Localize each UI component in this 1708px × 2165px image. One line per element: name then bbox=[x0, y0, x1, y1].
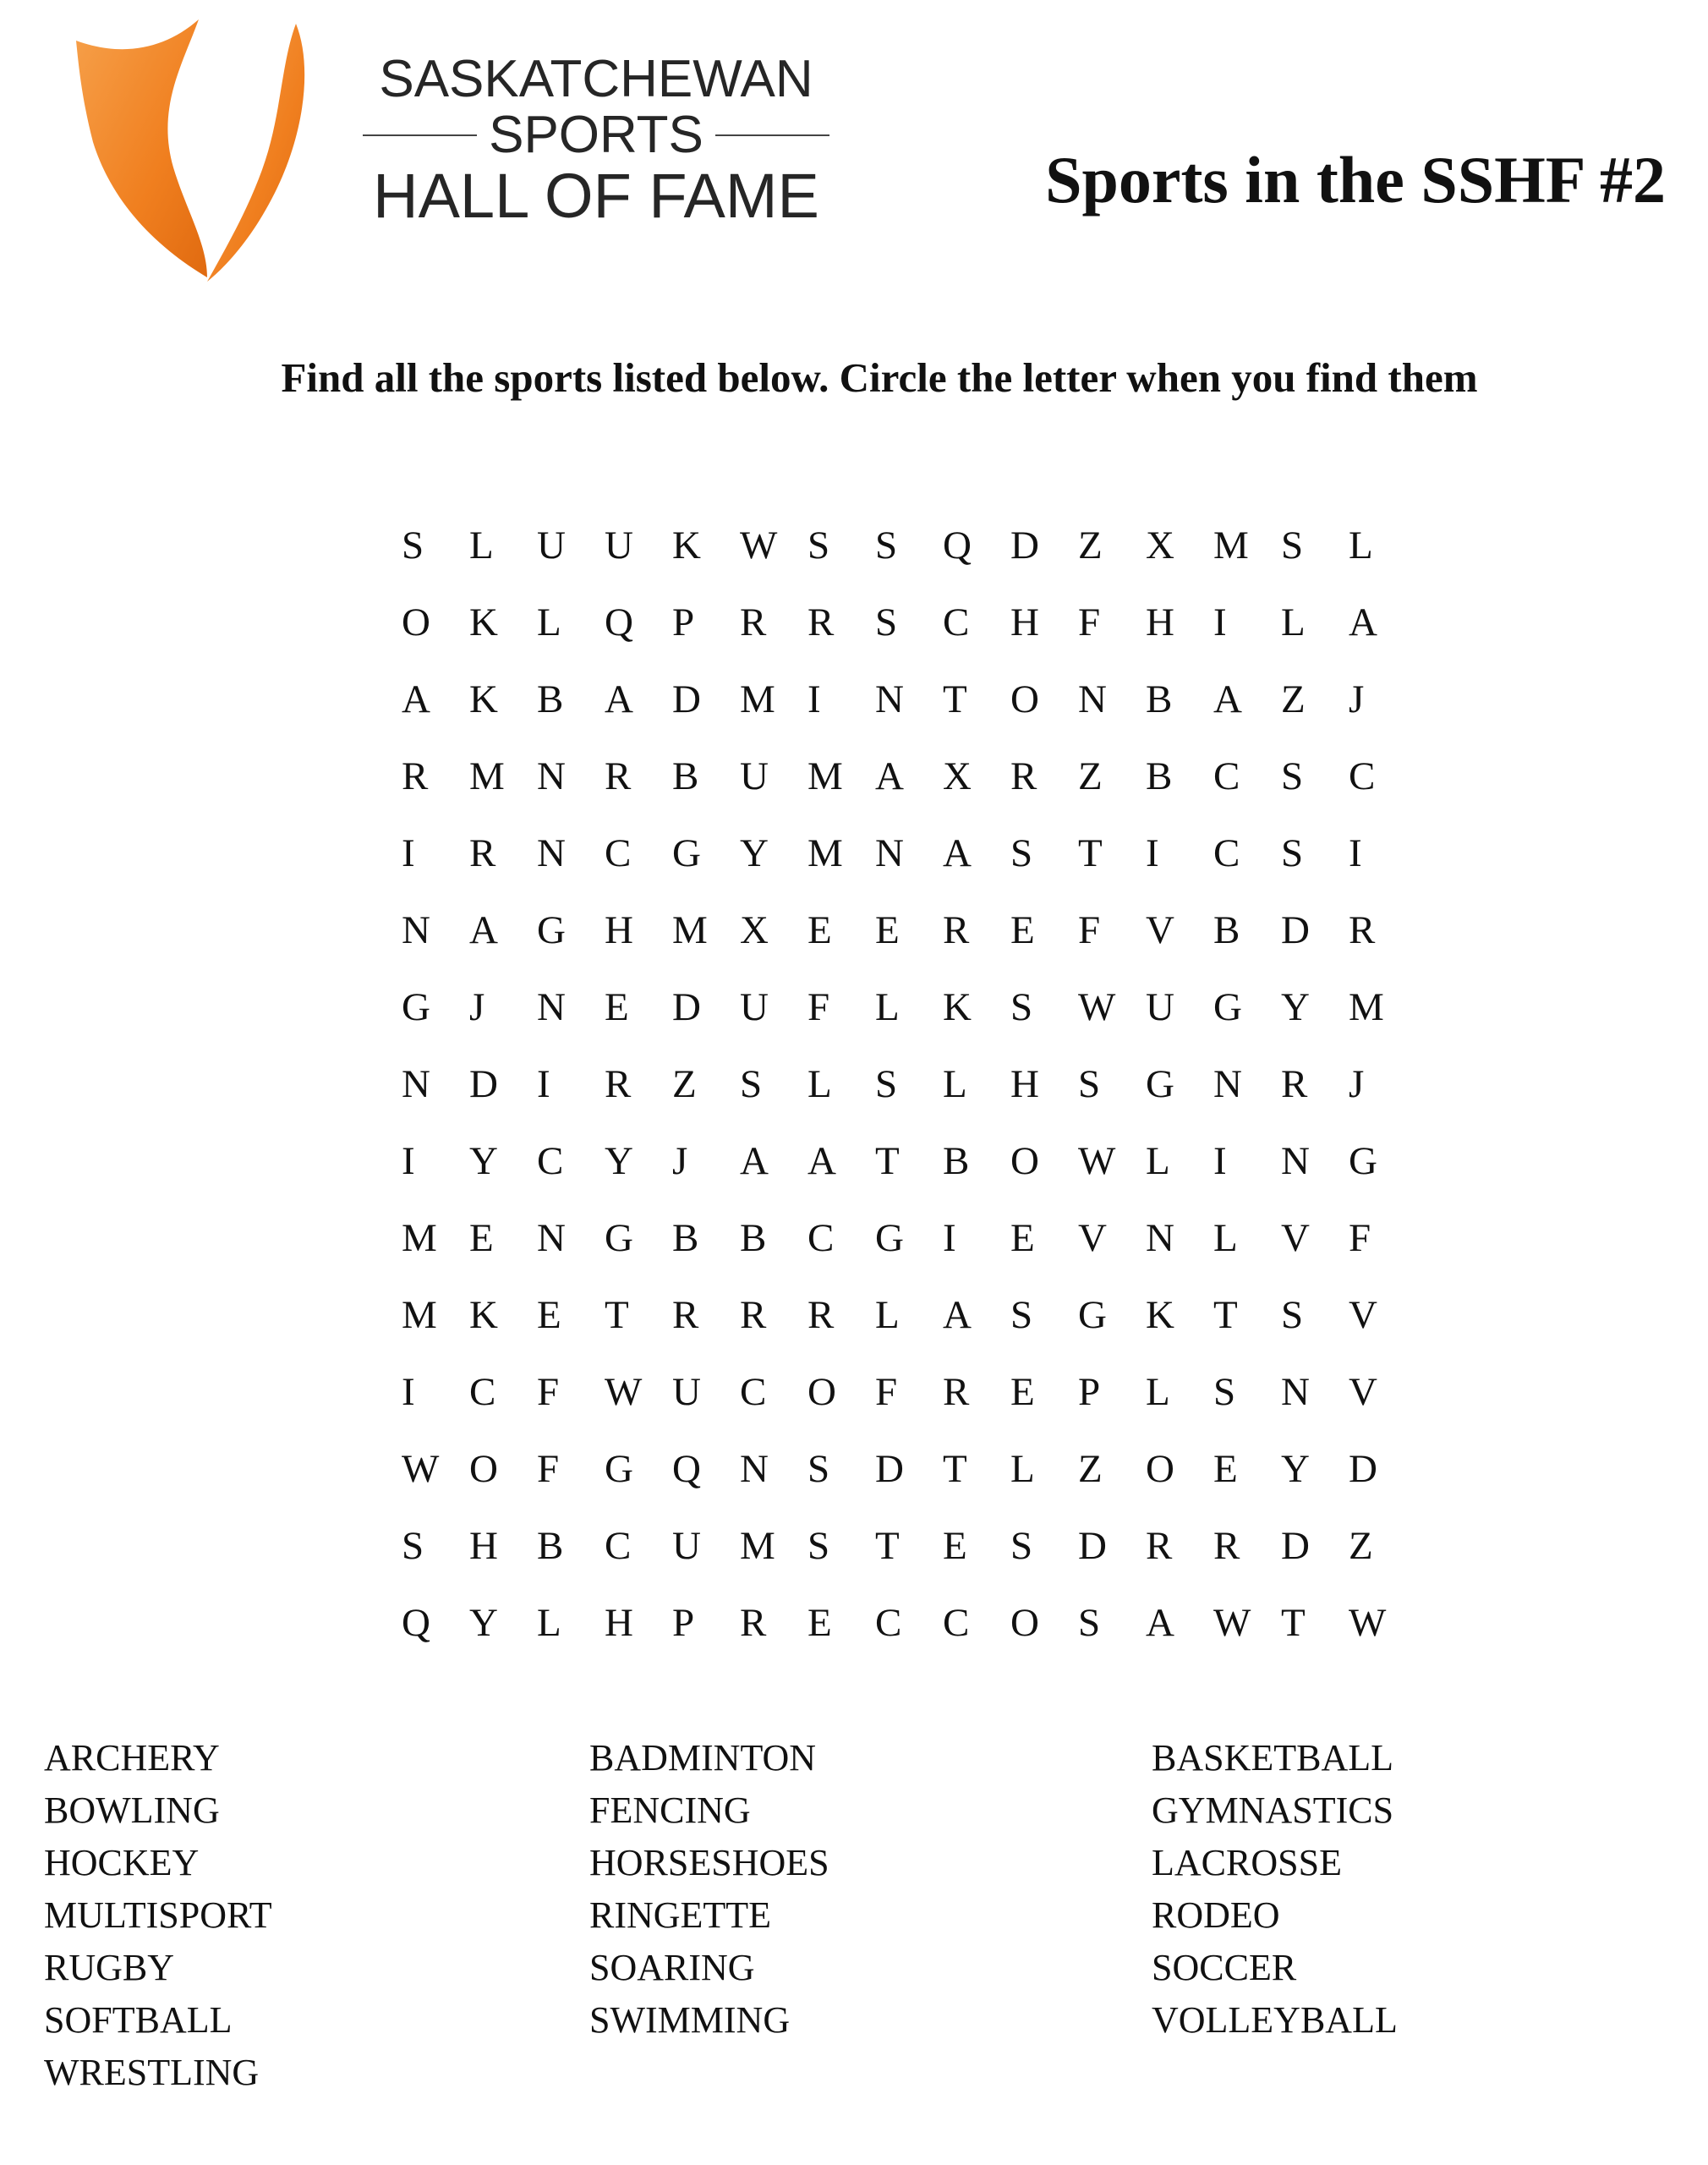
grid-letter[interactable]: S bbox=[807, 523, 830, 567]
grid-letter[interactable]: D bbox=[1010, 523, 1039, 567]
grid-row bbox=[380, 1369, 1395, 1446]
grid-letter[interactable]: R bbox=[1213, 1524, 1240, 1568]
grid-letter[interactable]: W bbox=[605, 1370, 643, 1414]
grid-letter[interactable]: V bbox=[1078, 1216, 1107, 1260]
word-search-grid bbox=[380, 523, 1395, 1677]
grid-letter[interactable]: R bbox=[402, 754, 429, 798]
grid-letter[interactable]: Y bbox=[469, 1601, 498, 1645]
word-list-item: BOWLING bbox=[44, 1790, 220, 1831]
grid-letter[interactable]: L bbox=[537, 600, 561, 644]
grid-letter[interactable]: S bbox=[402, 1524, 424, 1568]
grid-letter[interactable]: R bbox=[672, 1293, 699, 1337]
grid-letter[interactable]: J bbox=[469, 985, 485, 1029]
grid-letter[interactable]: E bbox=[1010, 1370, 1035, 1414]
word-list-item: SOCCER bbox=[1152, 1947, 1297, 1988]
grid-letter[interactable]: T bbox=[943, 677, 967, 721]
grid-letter[interactable]: I bbox=[1349, 831, 1362, 875]
logo-line-hall-of-fame: HALL OF FAME bbox=[373, 161, 819, 231]
logo-text bbox=[351, 51, 841, 230]
grid-letter[interactable]: O bbox=[1010, 1601, 1039, 1645]
grid-letter[interactable]: J bbox=[1349, 677, 1365, 721]
grid-letter[interactable]: C bbox=[1349, 754, 1376, 798]
grid-letter[interactable]: M bbox=[740, 1524, 775, 1568]
grid-letter[interactable]: S bbox=[875, 600, 898, 644]
word-list-item: SWIMMING bbox=[589, 1999, 791, 2041]
word-list-item: ARCHERY bbox=[44, 1737, 220, 1779]
grid-letter[interactable]: B bbox=[537, 677, 564, 721]
grid-letter[interactable]: H bbox=[1146, 600, 1174, 644]
word-list-item: WRESTLING bbox=[44, 2052, 260, 2093]
grid-letter[interactable]: S bbox=[1281, 754, 1304, 798]
grid-letter[interactable]: G bbox=[537, 908, 566, 952]
grid-letter[interactable]: S bbox=[807, 1447, 830, 1491]
grid-letter[interactable]: U bbox=[1146, 985, 1174, 1029]
logo-rule-left bbox=[363, 134, 477, 136]
grid-letter[interactable]: T bbox=[1281, 1601, 1306, 1645]
word-list-item: RODEO bbox=[1152, 1894, 1280, 1936]
grid-letter[interactable]: E bbox=[605, 985, 629, 1029]
grid-letter[interactable]: A bbox=[1213, 677, 1242, 721]
word-list-item: RINGETTE bbox=[589, 1894, 772, 1936]
grid-letter[interactable]: L bbox=[1213, 1216, 1238, 1260]
grid-letter[interactable]: S bbox=[1281, 1293, 1304, 1337]
grid-letter[interactable]: C bbox=[469, 1370, 496, 1414]
grid-letter[interactable]: I bbox=[807, 677, 821, 721]
grid-letter[interactable]: S bbox=[875, 1062, 898, 1106]
grid-letter[interactable]: S bbox=[1010, 1293, 1033, 1337]
word-list-item: BASKETBALL bbox=[1152, 1737, 1393, 1779]
grid-letter[interactable]: D bbox=[672, 985, 701, 1029]
word-list-item: RUGBY bbox=[44, 1947, 175, 1988]
grid-letter[interactable]: S bbox=[1010, 831, 1033, 875]
grid-letter[interactable]: W bbox=[1349, 1601, 1387, 1645]
grid-letter[interactable]: G bbox=[402, 985, 430, 1029]
grid-letter[interactable]: L bbox=[1281, 600, 1306, 644]
grid-letter[interactable]: Z bbox=[1078, 754, 1103, 798]
grid-letter[interactable]: R bbox=[1010, 754, 1037, 798]
grid-letter[interactable]: Z bbox=[672, 1062, 697, 1106]
grid-letter[interactable]: W bbox=[1078, 1139, 1116, 1183]
grid-letter[interactable]: C bbox=[605, 1524, 632, 1568]
grid-letter[interactable]: U bbox=[672, 1524, 701, 1568]
grid-letter[interactable]: Y bbox=[740, 831, 769, 875]
logo-line-saskatchewan: SASKATCHEWAN bbox=[379, 50, 813, 108]
grid-letter[interactable]: R bbox=[943, 1370, 970, 1414]
grid-letter[interactable]: H bbox=[1010, 1062, 1039, 1106]
grid-letter[interactable]: Q bbox=[402, 1601, 430, 1645]
grid-letter[interactable]: D bbox=[875, 1447, 904, 1491]
grid-letter[interactable]: R bbox=[740, 600, 767, 644]
word-list-item: BADMINTON bbox=[589, 1737, 817, 1779]
grid-letter[interactable]: I bbox=[537, 1062, 550, 1106]
word-list-item: LACROSSE bbox=[1152, 1842, 1342, 1883]
grid-letter[interactable]: C bbox=[875, 1601, 902, 1645]
grid-letter[interactable]: N bbox=[402, 1062, 430, 1106]
grid-letter[interactable]: C bbox=[1213, 831, 1240, 875]
grid-letter[interactable]: E bbox=[807, 908, 832, 952]
grid-letter[interactable]: M bbox=[469, 754, 505, 798]
word-list-item: SOFTBALL bbox=[44, 1999, 233, 2041]
grid-letter[interactable]: N bbox=[1281, 1370, 1310, 1414]
grid-letter[interactable]: J bbox=[1349, 1062, 1365, 1106]
grid-letter[interactable]: L bbox=[537, 1601, 561, 1645]
grid-letter[interactable]: K bbox=[469, 600, 498, 644]
grid-letter[interactable]: R bbox=[807, 600, 835, 644]
grid-letter[interactable]: K bbox=[469, 1293, 498, 1337]
grid-letter[interactable]: I bbox=[402, 831, 415, 875]
grid-letter[interactable]: N bbox=[537, 754, 566, 798]
grid-letter[interactable]: U bbox=[740, 754, 769, 798]
page-title: Sports in the SSHF #2 bbox=[1045, 143, 1666, 216]
grid-letter[interactable]: Z bbox=[1078, 523, 1103, 567]
grid-letter[interactable]: I bbox=[1146, 831, 1159, 875]
word-list-item: MULTISPORT bbox=[44, 1894, 272, 1936]
grid-letter[interactable]: P bbox=[672, 600, 695, 644]
grid-letter[interactable]: G bbox=[1078, 1293, 1107, 1337]
grid-row bbox=[380, 1523, 1395, 1600]
grid-letter[interactable]: A bbox=[943, 831, 972, 875]
grid-letter[interactable]: E bbox=[1213, 1447, 1238, 1491]
grid-letter[interactable]: U bbox=[672, 1370, 701, 1414]
grid-letter[interactable]: S bbox=[1281, 523, 1304, 567]
grid-letter[interactable]: F bbox=[1078, 600, 1101, 644]
word-list-item: SOARING bbox=[589, 1947, 755, 1988]
grid-letter[interactable]: Y bbox=[1281, 985, 1310, 1029]
grid-letter[interactable]: S bbox=[807, 1524, 830, 1568]
grid-letter[interactable]: O bbox=[1146, 1447, 1174, 1491]
grid-letter[interactable]: R bbox=[740, 1601, 767, 1645]
grid-letter[interactable]: U bbox=[537, 523, 566, 567]
grid-letter[interactable]: D bbox=[469, 1062, 498, 1106]
grid-row bbox=[380, 1138, 1395, 1215]
sshf-logo bbox=[72, 15, 850, 286]
grid-letter[interactable]: Z bbox=[1281, 677, 1306, 721]
grid-letter[interactable]: D bbox=[1281, 1524, 1310, 1568]
grid-letter[interactable]: K bbox=[469, 677, 498, 721]
grid-letter[interactable]: G bbox=[875, 1216, 904, 1260]
grid-letter[interactable]: N bbox=[537, 1216, 566, 1260]
word-list-item: VOLLEYBALL bbox=[1152, 1999, 1398, 2041]
grid-letter[interactable]: B bbox=[1213, 908, 1240, 952]
grid-letter[interactable]: A bbox=[875, 754, 904, 798]
grid-letter[interactable]: G bbox=[605, 1447, 633, 1491]
word-list-column-1 bbox=[44, 1732, 272, 2099]
instructions-text: Find all the sports listed below. Circle the letter when you find them bbox=[281, 354, 1478, 401]
grid-letter[interactable]: E bbox=[943, 1524, 967, 1568]
grid-letter[interactable]: W bbox=[740, 523, 778, 567]
grid-letter[interactable]: C bbox=[943, 600, 970, 644]
grid-letter[interactable]: A bbox=[943, 1293, 972, 1337]
logo-rule-right bbox=[715, 134, 829, 136]
grid-letter[interactable]: D bbox=[1078, 1524, 1107, 1568]
grid-row bbox=[380, 677, 1395, 754]
grid-letter[interactable]: B bbox=[1146, 754, 1173, 798]
grid-letter[interactable]: G bbox=[1146, 1062, 1174, 1106]
word-list-item: GYMNASTICS bbox=[1152, 1790, 1394, 1831]
grid-row bbox=[380, 830, 1395, 907]
grid-row bbox=[380, 907, 1395, 984]
grid-letter[interactable]: I bbox=[1213, 600, 1227, 644]
grid-letter[interactable]: S bbox=[1281, 831, 1304, 875]
grid-letter[interactable]: R bbox=[605, 1062, 632, 1106]
grid-letter[interactable]: Q bbox=[605, 600, 633, 644]
grid-letter[interactable]: M bbox=[402, 1216, 437, 1260]
grid-letter[interactable]: E bbox=[537, 1293, 561, 1337]
grid-letter[interactable]: U bbox=[740, 985, 769, 1029]
grid-row bbox=[380, 1215, 1395, 1292]
grid-letter[interactable]: X bbox=[1146, 523, 1174, 567]
grid-row bbox=[380, 984, 1395, 1061]
grid-letter[interactable]: C bbox=[537, 1139, 564, 1183]
grid-letter[interactable]: S bbox=[1078, 1601, 1101, 1645]
word-list-column-3 bbox=[1152, 1732, 1398, 2047]
word-list-item: HOCKEY bbox=[44, 1842, 200, 1883]
grid-letter[interactable]: V bbox=[1349, 1293, 1377, 1337]
grid-letter[interactable]: N bbox=[1281, 1139, 1310, 1183]
grid-letter[interactable]: L bbox=[469, 523, 494, 567]
grid-letter[interactable]: B bbox=[1146, 677, 1173, 721]
grid-letter[interactable]: P bbox=[672, 1601, 695, 1645]
grid-letter[interactable]: Y bbox=[469, 1139, 498, 1183]
grid-row bbox=[380, 1061, 1395, 1138]
grid-letter[interactable]: F bbox=[537, 1447, 560, 1491]
grid-letter[interactable]: Z bbox=[1349, 1524, 1373, 1568]
grid-letter[interactable]: N bbox=[537, 985, 566, 1029]
grid-letter[interactable]: K bbox=[1146, 1293, 1174, 1337]
grid-letter[interactable]: C bbox=[943, 1601, 970, 1645]
grid-letter[interactable]: B bbox=[943, 1139, 970, 1183]
grid-letter[interactable]: X bbox=[740, 908, 769, 952]
logo-sports-text: SPORTS bbox=[489, 106, 703, 164]
grid-letter[interactable]: V bbox=[1349, 1370, 1377, 1414]
grid-letter[interactable]: Y bbox=[1281, 1447, 1310, 1491]
grid-letter[interactable]: W bbox=[402, 1447, 440, 1491]
grid-letter[interactable]: K bbox=[672, 523, 701, 567]
grid-letter[interactable]: I bbox=[943, 1216, 956, 1260]
grid-letter[interactable]: O bbox=[1010, 677, 1039, 721]
grid-letter[interactable]: R bbox=[1281, 1062, 1308, 1106]
grid-letter[interactable]: O bbox=[469, 1447, 498, 1491]
grid-letter[interactable]: E bbox=[807, 1601, 832, 1645]
grid-letter[interactable]: M bbox=[672, 908, 708, 952]
grid-letter[interactable]: A bbox=[1349, 600, 1377, 644]
grid-letter[interactable]: V bbox=[1146, 908, 1174, 952]
grid-letter[interactable]: H bbox=[1010, 600, 1039, 644]
grid-letter[interactable]: G bbox=[1349, 1139, 1377, 1183]
grid-letter[interactable]: Z bbox=[1078, 1447, 1103, 1491]
grid-letter[interactable]: B bbox=[740, 1216, 767, 1260]
grid-letter[interactable]: M bbox=[402, 1293, 437, 1337]
grid-letter[interactable]: L bbox=[1349, 523, 1373, 567]
grid-letter[interactable]: T bbox=[1213, 1293, 1238, 1337]
grid-letter[interactable]: N bbox=[537, 831, 566, 875]
grid-letter[interactable]: S bbox=[1078, 1062, 1101, 1106]
grid-letter[interactable]: L bbox=[807, 1062, 832, 1106]
grid-letter[interactable]: I bbox=[402, 1370, 415, 1414]
grid-letter[interactable]: A bbox=[740, 1139, 769, 1183]
grid-letter[interactable]: N bbox=[1078, 677, 1107, 721]
grid-letter[interactable]: O bbox=[1010, 1139, 1039, 1183]
grid-letter[interactable]: M bbox=[807, 754, 843, 798]
grid-letter[interactable]: R bbox=[1146, 1524, 1173, 1568]
word-list-item: HORSESHOES bbox=[589, 1842, 829, 1883]
grid-letter[interactable]: T bbox=[1078, 831, 1103, 875]
grid-letter[interactable]: Q bbox=[672, 1447, 701, 1491]
grid-letter[interactable]: F bbox=[1349, 1216, 1371, 1260]
grid-letter[interactable]: M bbox=[1213, 523, 1249, 567]
grid-letter[interactable]: P bbox=[1078, 1370, 1101, 1414]
grid-letter[interactable]: L bbox=[875, 1293, 900, 1337]
grid-letter[interactable]: F bbox=[537, 1370, 560, 1414]
grid-letter[interactable]: K bbox=[943, 985, 972, 1029]
grid-letter[interactable]: B bbox=[537, 1524, 564, 1568]
grid-letter[interactable]: S bbox=[875, 523, 898, 567]
grid-letter[interactable]: H bbox=[605, 1601, 633, 1645]
grid-letter[interactable]: S bbox=[1010, 1524, 1033, 1568]
grid-letter[interactable]: M bbox=[1349, 985, 1384, 1029]
grid-letter[interactable]: F bbox=[807, 985, 830, 1029]
grid-letter[interactable]: C bbox=[1213, 754, 1240, 798]
word-list-column-2 bbox=[589, 1732, 829, 2047]
grid-row bbox=[380, 600, 1395, 677]
grid-row bbox=[380, 1292, 1395, 1369]
grid-letter[interactable]: L bbox=[1146, 1139, 1170, 1183]
grid-letter[interactable]: I bbox=[1213, 1139, 1227, 1183]
flame-shield-icon bbox=[72, 15, 317, 286]
grid-letter[interactable]: L bbox=[943, 1062, 967, 1106]
grid-row bbox=[380, 1446, 1395, 1523]
grid-letter[interactable]: S bbox=[740, 1062, 763, 1106]
grid-letter[interactable]: G bbox=[605, 1216, 633, 1260]
grid-letter[interactable]: D bbox=[1281, 908, 1310, 952]
grid-letter[interactable]: R bbox=[469, 831, 496, 875]
grid-letter[interactable]: O bbox=[402, 600, 430, 644]
grid-letter[interactable]: R bbox=[605, 754, 632, 798]
grid-letter[interactable]: J bbox=[672, 1139, 688, 1183]
grid-letter[interactable]: D bbox=[1349, 1447, 1377, 1491]
grid-letter[interactable]: N bbox=[1213, 1062, 1242, 1106]
grid-letter[interactable]: T bbox=[605, 1293, 629, 1337]
grid-letter[interactable]: R bbox=[740, 1293, 767, 1337]
grid-letter[interactable]: S bbox=[1213, 1370, 1236, 1414]
grid-letter[interactable]: E bbox=[875, 908, 900, 952]
grid-letter[interactable]: M bbox=[807, 831, 843, 875]
grid-letter[interactable]: F bbox=[875, 1370, 898, 1414]
grid-letter[interactable]: C bbox=[807, 1216, 835, 1260]
grid-letter[interactable]: A bbox=[402, 677, 430, 721]
grid-letter[interactable]: N bbox=[875, 677, 904, 721]
grid-letter[interactable]: W bbox=[1213, 1601, 1251, 1645]
grid-letter[interactable]: T bbox=[875, 1524, 900, 1568]
grid-letter[interactable]: N bbox=[740, 1447, 769, 1491]
grid-letter[interactable]: E bbox=[1010, 908, 1035, 952]
grid-letter[interactable]: R bbox=[1349, 908, 1376, 952]
grid-row bbox=[380, 1600, 1395, 1677]
grid-letter[interactable]: T bbox=[943, 1447, 967, 1491]
grid-letter[interactable]: A bbox=[469, 908, 498, 952]
grid-letter[interactable]: A bbox=[1146, 1601, 1174, 1645]
grid-letter[interactable]: U bbox=[605, 523, 633, 567]
grid-letter[interactable]: W bbox=[1078, 985, 1116, 1029]
grid-letter[interactable]: C bbox=[605, 831, 632, 875]
grid-letter[interactable]: Q bbox=[943, 523, 972, 567]
grid-letter[interactable]: H bbox=[469, 1524, 498, 1568]
grid-letter[interactable]: X bbox=[943, 754, 972, 798]
grid-letter[interactable]: L bbox=[1146, 1370, 1170, 1414]
grid-letter[interactable]: D bbox=[672, 677, 701, 721]
logo-line-sports bbox=[351, 108, 841, 162]
grid-letter[interactable]: A bbox=[605, 677, 633, 721]
grid-letter[interactable]: N bbox=[875, 831, 904, 875]
grid-letter[interactable]: H bbox=[605, 908, 633, 952]
grid-letter[interactable]: V bbox=[1281, 1216, 1310, 1260]
grid-letter[interactable]: S bbox=[1010, 985, 1033, 1029]
grid-letter[interactable]: R bbox=[807, 1293, 835, 1337]
grid-letter[interactable]: B bbox=[672, 1216, 699, 1260]
grid-letter[interactable]: F bbox=[1078, 908, 1101, 952]
grid-letter[interactable]: M bbox=[740, 677, 775, 721]
grid-letter[interactable]: A bbox=[807, 1139, 836, 1183]
word-list-item: FENCING bbox=[589, 1790, 751, 1831]
grid-letter[interactable]: T bbox=[875, 1139, 900, 1183]
grid-letter[interactable]: G bbox=[1213, 985, 1242, 1029]
grid-letter[interactable]: N bbox=[402, 908, 430, 952]
grid-letter[interactable]: I bbox=[402, 1139, 415, 1183]
grid-row bbox=[380, 523, 1395, 600]
grid-letter[interactable]: E bbox=[469, 1216, 494, 1260]
grid-letter[interactable]: G bbox=[672, 831, 701, 875]
grid-letter[interactable]: B bbox=[672, 754, 699, 798]
grid-letter[interactable]: E bbox=[1010, 1216, 1035, 1260]
grid-letter[interactable]: N bbox=[1146, 1216, 1174, 1260]
grid-letter[interactable]: O bbox=[807, 1370, 836, 1414]
grid-row bbox=[380, 754, 1395, 830]
grid-letter[interactable]: R bbox=[943, 908, 970, 952]
grid-letter[interactable]: Y bbox=[605, 1139, 633, 1183]
grid-letter[interactable]: C bbox=[740, 1370, 767, 1414]
grid-letter[interactable]: L bbox=[875, 985, 900, 1029]
grid-letter[interactable]: S bbox=[402, 523, 424, 567]
grid-letter[interactable]: L bbox=[1010, 1447, 1035, 1491]
